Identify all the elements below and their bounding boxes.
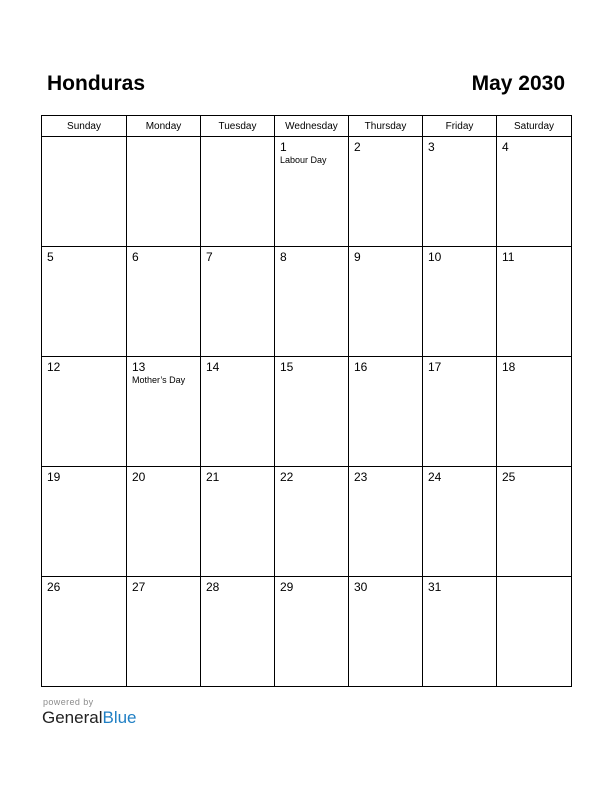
weekday-header: Monday: [127, 116, 201, 137]
day-cell: [349, 577, 423, 687]
generalblue-logo[interactable]: [42, 708, 137, 728]
day-cell: [42, 357, 127, 467]
day-number: 27: [132, 580, 146, 594]
brand-blue: Blue: [102, 708, 137, 727]
day-cell: [349, 137, 423, 247]
day-number: 17: [428, 360, 442, 374]
day-cell: [423, 467, 497, 577]
day-cell: [127, 247, 201, 357]
day-number: 25: [502, 470, 516, 484]
day-number: 2: [354, 140, 361, 154]
day-number: 9: [354, 250, 361, 264]
day-number: 14: [206, 360, 220, 374]
day-cell: [201, 247, 275, 357]
weekday-header: Saturday: [497, 116, 572, 137]
day-cell: [275, 137, 349, 247]
day-number: 8: [280, 250, 287, 264]
day-number: 13: [132, 360, 146, 374]
day-number: 21: [206, 470, 220, 484]
day-number: 19: [47, 470, 61, 484]
week-row: [42, 467, 572, 577]
weekday-header: Tuesday: [201, 116, 275, 137]
day-cell: [42, 247, 127, 357]
weekday-header-row: [42, 116, 572, 137]
day-cell: [127, 137, 201, 247]
day-number: 24: [428, 470, 442, 484]
day-cell: [423, 137, 497, 247]
holiday-label: Mother’s Day: [132, 375, 186, 385]
day-cell: [201, 137, 275, 247]
day-cell: [497, 137, 572, 247]
day-cell: [423, 577, 497, 687]
day-cell: [349, 247, 423, 357]
day-number: 6: [132, 250, 139, 264]
day-number: 5: [47, 250, 54, 264]
day-number: 15: [280, 360, 294, 374]
day-cell: [201, 467, 275, 577]
day-cell: [201, 577, 275, 687]
day-cell: [423, 247, 497, 357]
brand-general: General: [42, 708, 103, 727]
day-cell: [275, 577, 349, 687]
day-number: 4: [502, 140, 509, 154]
day-number: 18: [502, 360, 516, 374]
weekday-header: Thursday: [349, 116, 423, 137]
day-cell: [275, 247, 349, 357]
day-cell: [275, 467, 349, 577]
day-cell: [497, 577, 572, 687]
day-number: 23: [354, 470, 368, 484]
weekday-header: Friday: [423, 116, 497, 137]
day-number: 12: [47, 360, 61, 374]
day-number: 11: [502, 250, 515, 264]
week-row: [42, 357, 572, 467]
day-cell: [275, 357, 349, 467]
day-number: 10: [428, 250, 442, 264]
day-cell: [423, 357, 497, 467]
day-cell: [497, 467, 572, 577]
day-number: 3: [428, 140, 435, 154]
week-row: [42, 137, 572, 247]
day-cell: [127, 467, 201, 577]
day-number: 30: [354, 580, 368, 594]
day-number: 20: [132, 470, 146, 484]
day-cell: [127, 357, 201, 467]
month-title: May 2030: [471, 72, 565, 95]
day-cell: [42, 137, 127, 247]
day-number: 1: [280, 140, 287, 154]
day-cell: [349, 357, 423, 467]
day-number: 22: [280, 470, 294, 484]
powered-by-text: powered by: [43, 697, 94, 707]
weekday-header: Wednesday: [275, 116, 349, 137]
calendar-grid: [41, 115, 572, 687]
day-number: 26: [47, 580, 61, 594]
day-cell: [201, 357, 275, 467]
day-number: 16: [354, 360, 368, 374]
weekday-header: Sunday: [42, 116, 127, 137]
day-cell: [349, 467, 423, 577]
day-cell: [497, 357, 572, 467]
day-cell: [127, 577, 201, 687]
week-row: [42, 247, 572, 357]
day-number: 31: [428, 580, 442, 594]
day-cell: [42, 577, 127, 687]
holiday-label: Labour Day: [280, 155, 327, 165]
week-row: [42, 577, 572, 687]
country-title: Honduras: [47, 72, 146, 95]
day-number: 7: [206, 250, 213, 264]
day-cell: [497, 247, 572, 357]
day-number: 29: [280, 580, 294, 594]
day-number: 28: [206, 580, 220, 594]
day-cell: [42, 467, 127, 577]
